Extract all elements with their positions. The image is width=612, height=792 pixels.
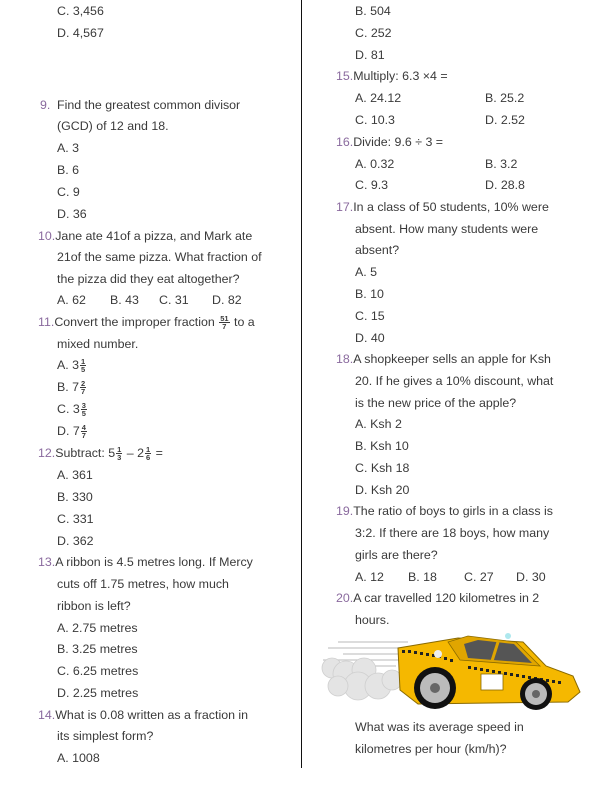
- option: D. 362: [57, 534, 94, 548]
- denominator: 7: [81, 387, 86, 397]
- option: B. 10: [355, 287, 384, 301]
- denominator: 7: [222, 322, 227, 332]
- option: A. 3: [57, 141, 80, 155]
- denominator: 7: [81, 431, 86, 441]
- option: C. 15: [355, 309, 385, 323]
- option: B. 3.2: [485, 157, 518, 171]
- question-text: Multiply: 6.3 ×4 =: [353, 69, 448, 83]
- option: D. 30: [516, 570, 546, 584]
- option: A. 1008: [57, 751, 100, 765]
- question-9: [40, 97, 50, 113]
- question-text: Convert the improper fraction: [54, 315, 219, 329]
- question-number: 13.: [38, 555, 56, 569]
- fraction: [219, 315, 229, 330]
- question-text: =: [152, 446, 163, 460]
- question-text: What was its average speed in: [355, 720, 524, 734]
- option: A. 5: [355, 265, 378, 279]
- question-text: 20. If he gives a 10% discount, what: [355, 374, 554, 388]
- question-number: 16.: [336, 135, 354, 149]
- question-number: 14.: [38, 708, 56, 722]
- question-number: 18.: [336, 352, 354, 366]
- question-12: [38, 445, 163, 461]
- question-text: hours.: [355, 613, 390, 627]
- option: [57, 401, 88, 417]
- option: A. 62: [57, 293, 86, 307]
- option: C. 331: [57, 512, 94, 526]
- fraction: [81, 424, 87, 439]
- question-text: Find the greatest common divisor: [57, 98, 241, 112]
- question-text: mixed number.: [57, 337, 139, 351]
- question-text: girls are there?: [355, 548, 438, 562]
- fraction: [145, 446, 151, 461]
- option: D. Ksh 20: [355, 483, 410, 497]
- option: D. 82: [212, 293, 242, 307]
- numerator: 4: [81, 423, 86, 433]
- denominator: 5: [81, 365, 86, 375]
- option: A. 12: [355, 570, 384, 584]
- question-text: its simplest form?: [57, 729, 154, 743]
- option: C. Ksh 18: [355, 461, 410, 475]
- fraction: [80, 358, 86, 373]
- numerator: 1: [117, 445, 122, 455]
- option: C. 9.3: [355, 178, 389, 192]
- option: [57, 379, 87, 395]
- option-label: A. 3: [57, 358, 80, 372]
- question-14: [38, 707, 248, 723]
- fraction: [81, 402, 87, 417]
- question-text: – 2: [123, 446, 144, 460]
- question-text: Jane ate 41of a pizza, and Mark ate: [55, 229, 253, 243]
- numerator: 3: [81, 401, 86, 411]
- option: [57, 357, 87, 373]
- option: A. 24.12: [355, 91, 402, 105]
- option: D. 40: [355, 331, 385, 345]
- question-13: [38, 554, 253, 570]
- option: C. 3,456: [57, 4, 104, 18]
- option: A. 2.75 metres: [57, 621, 138, 635]
- option: C. 27: [464, 570, 494, 584]
- denominator: 5: [81, 409, 86, 419]
- numerator: 2: [81, 379, 86, 389]
- option: B. 6: [57, 163, 80, 177]
- option: D. 2.52: [485, 113, 525, 127]
- option: C. 9: [57, 185, 80, 199]
- option: C. 6.25 metres: [57, 664, 139, 678]
- question-20: [336, 590, 539, 606]
- question-text: A ribbon is 4.5 metres long. If Mercy: [55, 555, 253, 569]
- question-text: 21of the same pizza. What fraction of: [57, 250, 262, 264]
- fraction: [80, 380, 86, 395]
- question-number: 19.: [336, 504, 354, 518]
- option: B. 43: [110, 293, 139, 307]
- question-text: A car travelled 120 kilometres in 2: [353, 591, 540, 605]
- numerator: 51: [220, 314, 229, 324]
- option: B. Ksh 10: [355, 439, 409, 453]
- question-number: 17.: [336, 200, 354, 214]
- option: B. 3.25 metres: [57, 642, 138, 656]
- question-number: 20.: [336, 591, 354, 605]
- question-number: 10.: [38, 229, 56, 243]
- option: B. 504: [355, 4, 391, 18]
- option: [57, 423, 88, 439]
- option: A. 361: [57, 468, 93, 482]
- question-text: to a: [230, 315, 255, 329]
- denominator: 3: [117, 453, 122, 463]
- option-label: C. 3: [57, 402, 80, 416]
- taxi-car-illustration: [318, 630, 583, 714]
- option: A. Ksh 2: [355, 417, 402, 431]
- option: C. 10.3: [355, 113, 395, 127]
- question-number: 11.: [38, 315, 55, 329]
- option: B. 25.2: [485, 91, 525, 105]
- option: D. 28.8: [485, 178, 525, 192]
- option: C. 252: [355, 26, 392, 40]
- question-11: [38, 314, 255, 330]
- question-19: [336, 503, 553, 519]
- question-text: Subtract: 5: [55, 446, 116, 460]
- question-text: Divide: 9.6 ÷ 3 =: [353, 135, 444, 149]
- question-text: kilometres per hour (km/h)?: [355, 742, 507, 756]
- fraction: [116, 446, 122, 461]
- question-number: 12.: [38, 446, 56, 460]
- option: B. 18: [408, 570, 437, 584]
- question-text: 3:2. If there are 18 boys, how many: [355, 526, 550, 540]
- question-number: 9.: [40, 98, 51, 112]
- column-divider: [301, 0, 302, 768]
- option: D. 36: [57, 207, 87, 221]
- question-text: the pizza did they eat altogether?: [57, 272, 240, 286]
- question-16: [336, 134, 443, 150]
- numerator: 1: [81, 357, 86, 367]
- question-text: cuts off 1.75 metres, how much: [57, 577, 229, 591]
- question-text: The ratio of boys to girls in a class is: [353, 504, 553, 518]
- numerator: 1: [146, 445, 151, 455]
- question-text: is the new price of the apple?: [355, 396, 517, 410]
- question-text: (GCD) of 12 and 18.: [57, 119, 169, 133]
- option: C. 31: [159, 293, 189, 307]
- option-label: D. 7: [57, 424, 80, 438]
- option: A. 0.32: [355, 157, 395, 171]
- denominator: 6: [146, 453, 151, 463]
- question-text: What is 0.08 written as a fraction in: [55, 708, 249, 722]
- question-17: [336, 199, 549, 215]
- option: D. 2.25 metres: [57, 686, 139, 700]
- option: D. 81: [355, 48, 385, 62]
- option-label: B. 7: [57, 380, 80, 394]
- question-15: [336, 68, 448, 84]
- question-text: ribbon is left?: [57, 599, 131, 613]
- question-10: [38, 228, 252, 244]
- question-text: absent?: [355, 243, 400, 257]
- question-number: 15.: [336, 69, 354, 83]
- option: B. 330: [57, 490, 93, 504]
- question-text: absent. How many students were: [355, 222, 539, 236]
- question-18: [336, 351, 551, 367]
- question-text: In a class of 50 students, 10% were: [353, 200, 549, 214]
- option: D. 4,567: [57, 26, 104, 40]
- question-text: A shopkeeper sells an apple for Ksh: [353, 352, 551, 366]
